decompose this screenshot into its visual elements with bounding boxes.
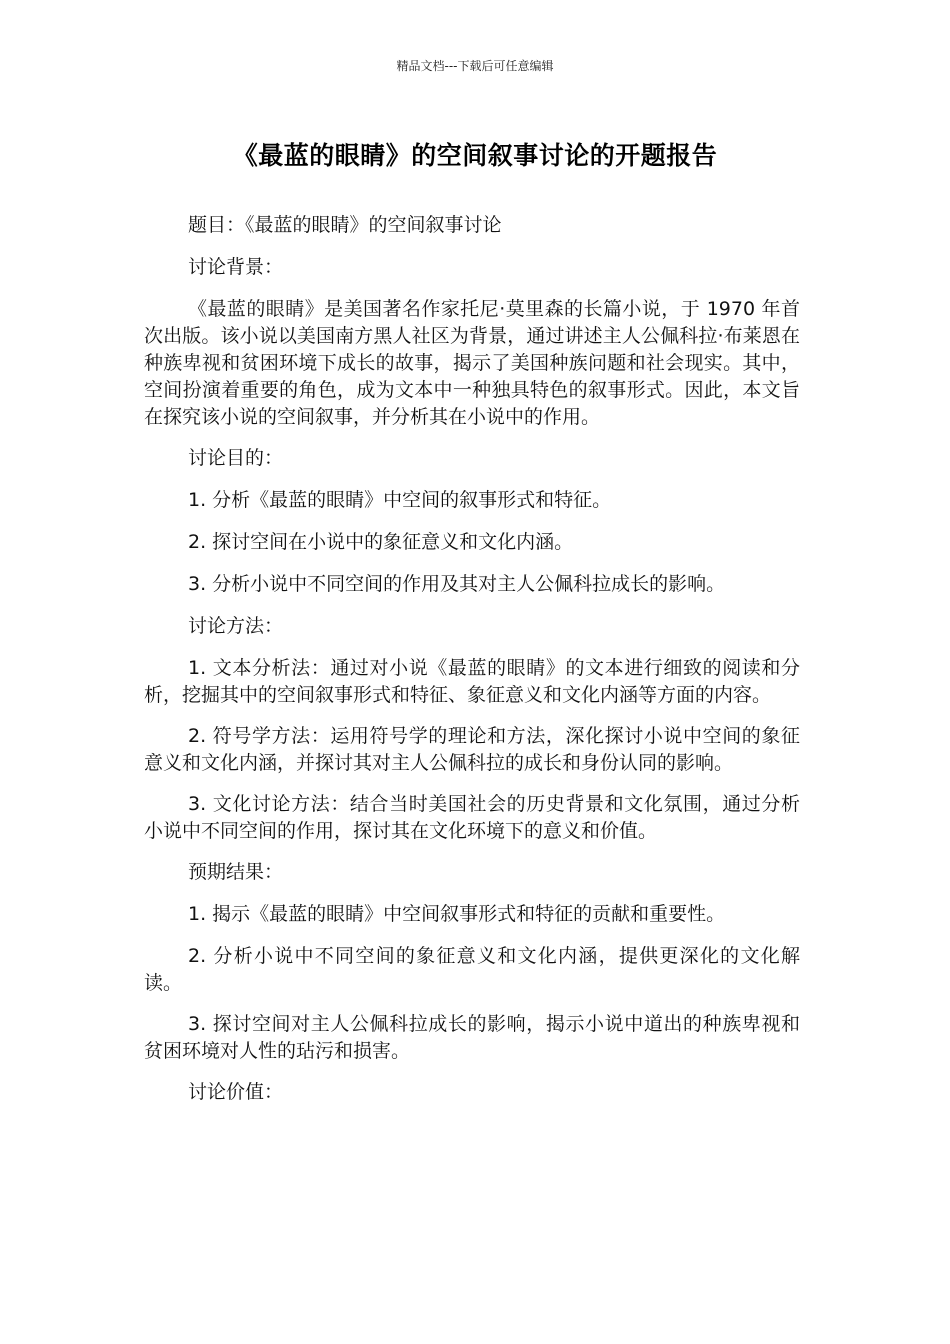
result-item: 2. 分析小说中不同空间的象征意义和文化内涵，提供更深化的文化解读。 xyxy=(144,945,800,994)
purpose-item: 2. 探讨空间在小说中的象征意义和文化内涵。 xyxy=(188,531,574,553)
method-item: 1. 文本分析法：通过对小说《最蓝的眼睛》的文本进行细致的阅读和分析，挖掘其中的空间叙事形式和特征、象征意义和文化内涵等方面的内容。 xyxy=(144,657,800,706)
method-item: 3. 文化讨论方法：结合当时美国社会的历史背景和文化氛围，通过分析小说中不同空间的作用，探讨其在文化环境下的意义和价值。 xyxy=(144,793,800,842)
document-body xyxy=(144,212,800,1121)
subject-line: 题目：《最蓝的眼睛》的空间叙事讨论 xyxy=(188,214,502,236)
section-heading-method: 讨论方法： xyxy=(188,615,284,637)
document-title: 《最蓝的眼睛》的空间叙事讨论的开题报告 xyxy=(232,141,718,170)
result-item: 3. 探讨空间对主人公佩科拉成长的影响，揭示小说中道出的种族卑视和贫困环境对人性的玷污和损害。 xyxy=(144,1013,800,1062)
purpose-item: 3. 分析小说中不同空间的作用及其对主人公佩科拉成长的影响。 xyxy=(188,573,726,595)
method-item: 2. 符号学方法：运用符号学的理论和方法，深化探讨小说中空间的象征意义和文化内涵，并探讨其对主人公佩科拉的成长和身份认同的影响。 xyxy=(144,725,800,774)
background-paragraph: 《最蓝的眼睛》是美国著名作家托尼·莫里森的长篇小说，于 1970 年首次出版。该小说以美国南方黑人社区为背景，通过讲述主人公佩科拉·布莱恩在种族卑视和贫困环境下成长的故事，揭示了美国种族问题和社会现实。其中，空间扮演着重要的角色，成为文本中一种独具特色的叙事形式。因此，本文旨在探究该小说的空间叙事，并分析其在小说中的作用。 xyxy=(144,298,800,428)
purpose-item: 1. 分析《最蓝的眼睛》中空间的叙事形式和特征。 xyxy=(188,489,612,511)
section-heading-background: 讨论背景： xyxy=(188,256,284,278)
section-heading-purpose: 讨论目的： xyxy=(188,447,284,469)
section-heading-value: 讨论价值： xyxy=(188,1081,284,1103)
header-note: 精品文档---下载后可任意编辑 xyxy=(396,59,554,73)
result-item: 1. 揭示《最蓝的眼睛》中空间叙事形式和特征的贡献和重要性。 xyxy=(188,903,726,925)
section-heading-results: 预期结果： xyxy=(188,861,284,883)
